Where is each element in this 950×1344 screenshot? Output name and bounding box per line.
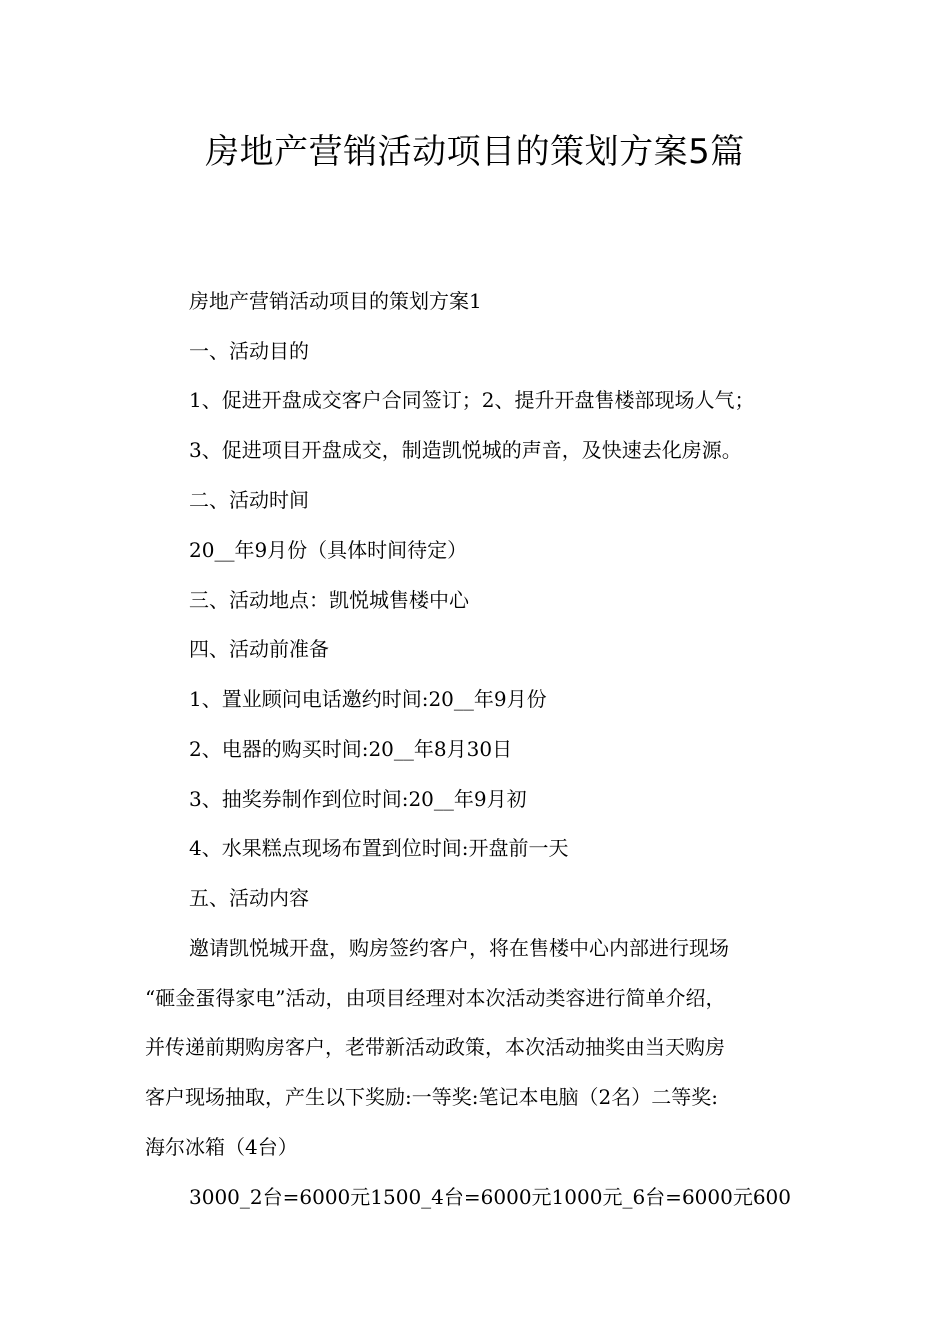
paragraph-line: 1、促进开盘成交客户合同签订；2、提升开盘售楼部现场人气；	[189, 388, 755, 412]
section-heading: 房地产营销活动项目的策划方案1	[189, 289, 482, 313]
paragraph-line: 并传递前期购房客户，老带新活动政策，本次活动抽奖由当天购房	[145, 1035, 725, 1059]
paragraph-line: 20__年9月份（具体时间待定）	[189, 538, 468, 562]
section-heading: 一、活动目的	[189, 339, 309, 363]
paragraph-line: 3、促进项目开盘成交，制造凯悦城的声音，及快速去化房源。	[189, 438, 742, 462]
section-heading: 二、活动时间	[189, 488, 309, 512]
paragraph-line: 2、电器的购买时间:20__年8月30日	[189, 737, 513, 761]
section-heading: 五、活动内容	[189, 886, 309, 910]
paragraph-line: 3000_2台=6000元1500_4台=6000元1000元_6台=6000元600	[189, 1185, 792, 1209]
paragraph-line: 4、水果糕点现场布置到位时间:开盘前一天	[189, 836, 569, 860]
paragraph-line: 1、置业顾问电话邀约时间:20__年9月份	[189, 687, 547, 711]
paragraph-line: 海尔冰箱（4台）	[145, 1135, 298, 1159]
section-heading: 三、活动地点：凯悦城售楼中心	[189, 588, 469, 612]
document-title: 房地产营销活动项目的策划方案5篇	[205, 132, 745, 172]
paragraph-line: 客户现场抽取，产生以下奖励:一等奖:笔记本电脑（2名）二等奖:	[145, 1085, 718, 1109]
paragraph-line: “砸金蛋得家电”活动，由项目经理对本次活动类容进行简单介绍，	[145, 986, 726, 1010]
section-heading: 四、活动前准备	[189, 637, 329, 661]
paragraph-line: 3、抽奖券制作到位时间:20__年9月初	[189, 787, 527, 811]
paragraph-line: 邀请凯悦城开盘，购房签约客户，将在售楼中心内部进行现场	[189, 936, 729, 960]
